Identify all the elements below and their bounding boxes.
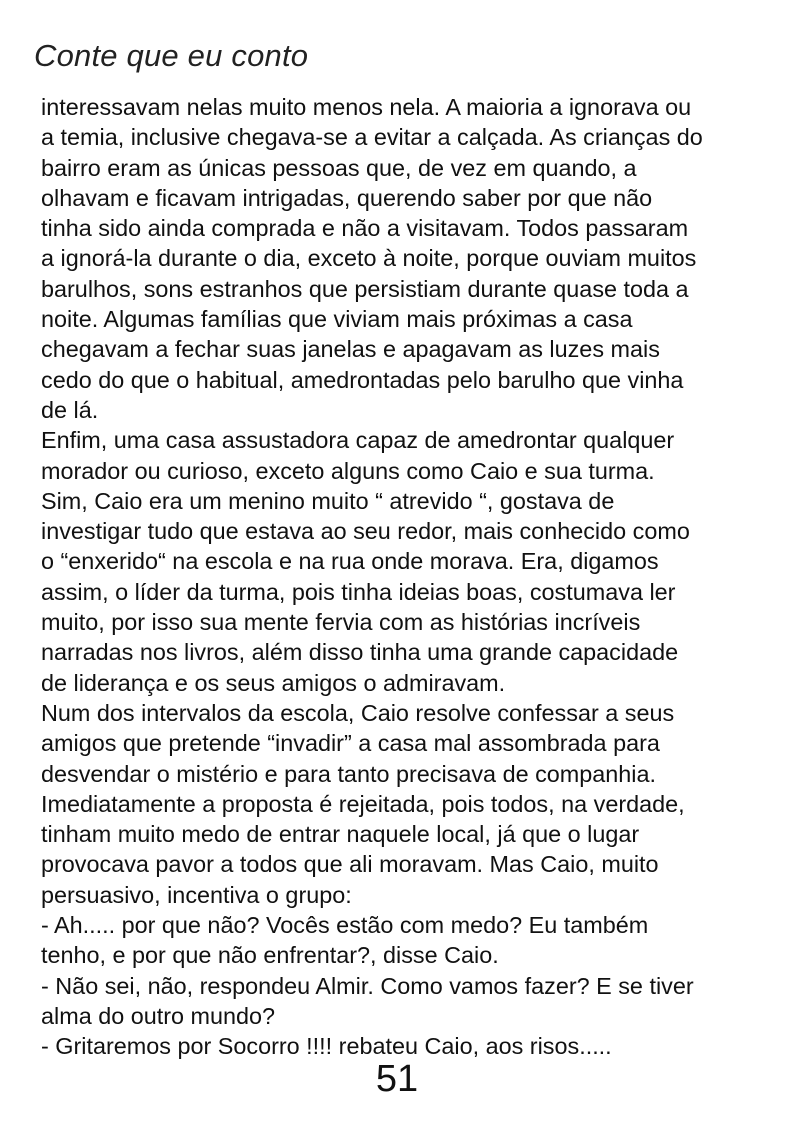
text-line: o “enxerido“ na escola e na rua onde morava. Era, digamos (41, 548, 659, 575)
story-text (41, 92, 761, 1062)
text-line: tinha sido ainda comprada e não a visitavam. Todos passaram (41, 215, 689, 242)
text-line: Imediatamente a proposta é rejeitada, pois todos, na verdade, (41, 790, 685, 817)
text-line: chegavam a fechar suas janelas e apagavam as luzes mais (41, 336, 660, 363)
text-line: - Não sei, não, respondeu Almir. Como vamos fazer? E se tiver (41, 972, 694, 999)
text-line: tenho, e por que não enfrentar?, disse Caio. (41, 942, 499, 969)
text-line: de lá. (41, 396, 99, 423)
text-line: olhavam e ficavam intrigadas, querendo saber por que não (41, 184, 653, 211)
text-line: amigos que pretende “invadir” a casa mal assombrada para (41, 730, 660, 757)
text-line: morador ou curioso, exceto alguns como Caio e sua turma. (41, 457, 655, 484)
text-line: provocava pavor a todos que ali moravam. Mas Caio, muito (41, 851, 659, 878)
text-line: interessavam nelas muito menos nela. A maioria a ignorava ou (41, 94, 692, 120)
text-line: narradas nos livros, além disso tinha uma grande capacidade (41, 639, 679, 666)
text-line: noite. Algumas famílias que viviam mais próximas a casa (41, 306, 633, 333)
text-line: tinham muito medo de entrar naquele local, já que o lugar (41, 821, 640, 848)
text-line: bairro eram as únicas pessoas que, de vez em quando, a (41, 154, 637, 181)
text-line: muito, por isso sua mente fervia com as histórias incríveis (41, 609, 641, 636)
text-line: - Ah..... por que não? Vocês estão com medo? Eu também (41, 912, 649, 939)
text-line: Sim, Caio era um menino muito “ atrevido “, gostava de (41, 487, 615, 514)
text-line: investigar tudo que estava ao seu redor, mais conhecido como (41, 518, 690, 545)
text-line: cedo do que o habitual, amedrontadas pelo barulho que vinha (41, 366, 684, 393)
text-line: a ignorá-la durante o dia, exceto à noite, porque ouviam muitos (41, 245, 697, 272)
text-line: alma do outro mundo? (41, 1002, 276, 1029)
text-line: Num dos intervalos da escola, Caio resolve confessar a seus (41, 699, 675, 726)
text-line: de liderança e os seus amigos o admiravam. (41, 669, 506, 696)
page-header-title: Conte que eu conto (34, 38, 309, 73)
text-line: assim, o líder da turma, pois tinha ideias boas, costumava ler (41, 578, 676, 605)
text-line: a temia, inclusive chegava-se a evitar a calçada. As crianças do (41, 124, 703, 151)
text-line: - Gritaremos por Socorro !!!! rebateu Caio, aos risos..... (41, 1033, 612, 1060)
page-number: 51 (375, 1058, 419, 1100)
text-line: barulhos, sons estranhos que persistiam durante quase toda a (41, 275, 689, 302)
text-line: persuasivo, incentiva o grupo: (41, 881, 352, 908)
text-line: Enfim, uma casa assustadora capaz de amedrontar qualquer (41, 427, 675, 454)
text-line: desvendar o mistério e para tanto precisava de companhia. (41, 760, 657, 787)
